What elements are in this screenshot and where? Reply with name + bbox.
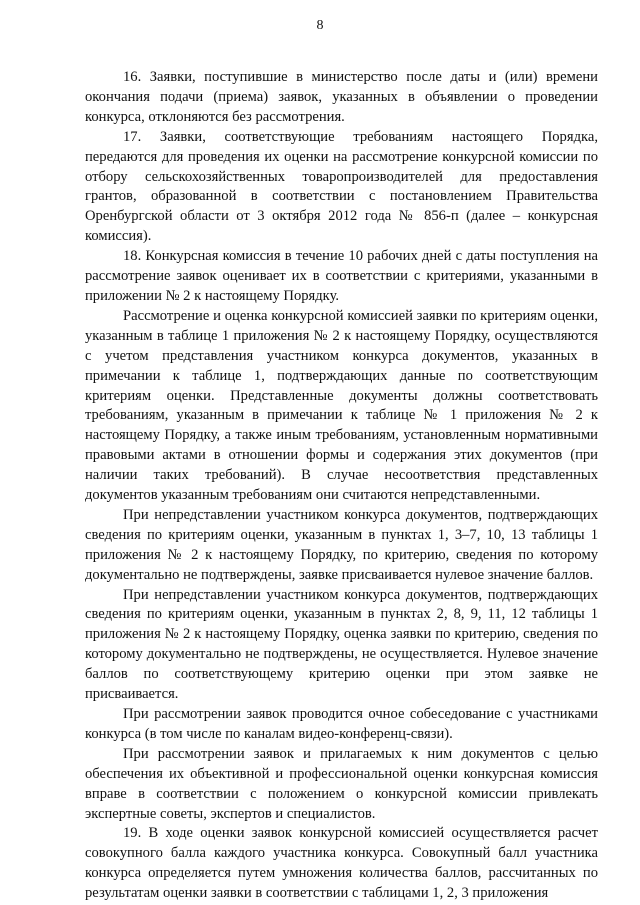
paragraph-16: 16. Заявки, поступившие в министерство после даты и (или) времени окончания подачи (приема) заявок, указанных в объявлении о проведении конкурса, отклоняются без рассмотрения. (85, 69, 598, 125)
page-number: 8 (316, 18, 324, 33)
paragraph-missing-docs-zero-score: При непредставлении участником конкурса документов, подтверждающих сведения по критериям оценки, указанным в пунктах 1, 3–7, 10, 13 таблицы 1 приложения № 2 к настоящему Порядку, по критерию, сведения по которому документально не подтверждены, заявке присваивается нулевое значение баллов. (85, 506, 598, 583)
paragraph-17: 17. Заявки, соответствующие требованиям настоящего Порядка, передаются для проведения их оценки на рассмотрение конкурсной комиссии по отбору сельскохозяйственных товаропроизводителей для предоставления грантов, образованной в соответствии с постановлением Правительства Оренбургской области от 3 октября 2012 года № 856-п (далее – конкурсная комиссия). (85, 128, 598, 245)
paragraph-missing-docs-no-assessment: При непредставлении участником конкурса документов, подтверждающих сведения по критериям оценки, указанным в пунктах 2, 8, 9, 11, 12 таблицы 1 приложения № 2 к настоящему Порядку, оценка заявки по критерию, сведения по которому документально не подтверждены, не осуществляется. Нулевое значение баллов по соответствующему критерию оценки при этом заявке не присваивается. (85, 586, 598, 703)
paragraph-19: 19. В ходе оценки заявок конкурсной комиссией осуществляется расчет совокупного балла каждого участника конкурса. Совокупный балл участника конкурса определяется путем умножения количества баллов, рассчитанных по результатам оценки заявки в соответствии с таблицами 1, 2, 3 приложения (85, 825, 598, 902)
paragraph-18: 18. Конкурсная комиссия в течение 10 рабочих дней с даты поступления на рассмотрение заявок оценивает их в соответствии с критериями, указанными в приложении № 2 к настоящему Порядку. (85, 248, 598, 304)
paragraph-evaluation-criteria: Рассмотрение и оценка конкурсной комиссией заявки по критериям оценки, указанным в таблице 1 приложения № 2 к настоящему Порядку, осуществляются с учетом представления участником конкурса документов, указанных в примечании к таблице 1, подтверждающих данные по соответствующим критериям оценки. Представленные документы должны соответствовать требованиям, указанным в примечании к таблице № 1 приложения № 2 к настоящему Порядку, а также иным требованиям, установленным нормативными правовыми актами в отношении формы и содержания этих документов (при наличии таких требований). В случае несоответствия представленных документов указанным требованиям они считаются непредставленными. (85, 307, 598, 504)
paragraph-experts: При рассмотрении заявок и прилагаемых к ним документов с целью обеспечения их объективной и профессиональной оценки конкурсная комиссия вправе в соответствии с положением о конкурсной комиссии привлекать экспертные советы, экспертов и специалистов. (85, 745, 598, 822)
document-body (85, 68, 598, 904)
paragraph-interview: При рассмотрении заявок проводится очное собеседование с участниками конкурса (в том числе по каналам видео-конференц-связи). (85, 706, 598, 742)
